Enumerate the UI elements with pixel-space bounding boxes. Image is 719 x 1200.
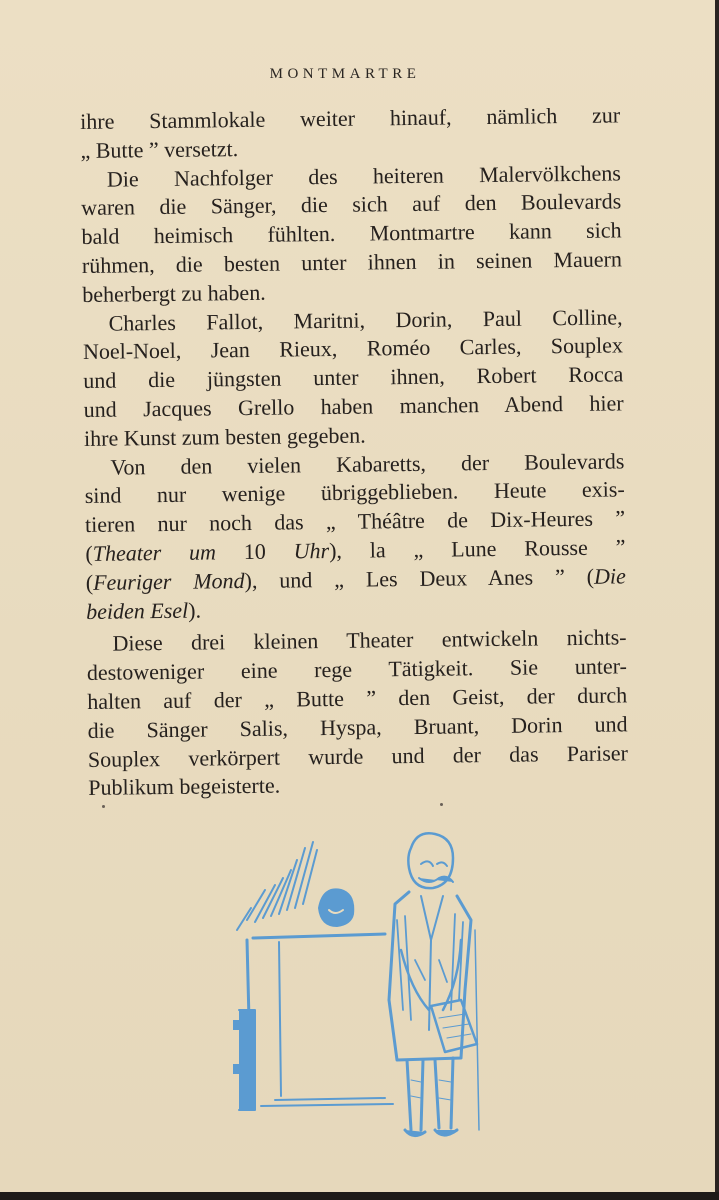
text-line: und Jacques Grello haben manchen Abend hier xyxy=(83,390,624,422)
illustration-singer-at-door xyxy=(225,830,495,1170)
text-line: ihre Kunst zum besten gegeben. xyxy=(83,422,366,451)
text-line: bald heimisch fühlten. Montmartre kann sich xyxy=(81,217,622,250)
text: 10 xyxy=(215,538,294,565)
page-edge-bottom xyxy=(0,1192,719,1200)
text-line: Publikum begeisterte. xyxy=(88,772,281,801)
ink-speck xyxy=(440,803,443,806)
text-line: rühmen, die besten unter ihnen in seinen Mauern xyxy=(81,246,623,278)
running-head: MONTMARTRE xyxy=(269,66,421,82)
text: ), und „ Les Deux Anes ” ( xyxy=(244,563,595,593)
text-line-beiden-esel xyxy=(86,591,626,626)
text-line: Charles Fallot, Maritni, Dorin, Paul Colline, xyxy=(108,303,623,336)
text-line: Souplex verkörpert wurde und der das Pariser xyxy=(87,739,629,772)
text-line: Die Nachfolger des heiteren Malervölkchens xyxy=(106,159,621,192)
text-line: und die jüngsten unter ihnen, Robert Rocca xyxy=(83,361,624,394)
italic-text: beiden Esel xyxy=(85,597,189,624)
text-line: waren die Sänger, die sich auf den Boulevards xyxy=(81,188,622,221)
text: ). xyxy=(188,597,202,623)
text-line: ihre Stammlokale weiter hinauf, nämlich zur xyxy=(80,102,621,134)
italic-text: Die xyxy=(593,563,626,589)
italic-text: Feuriger Mond xyxy=(92,567,245,595)
text: ( xyxy=(85,540,93,566)
text-line: die Sänger Salis, Hyspa, Bruant, Dorin und xyxy=(87,711,628,743)
text: ), la „ Lune Rousse ” xyxy=(328,534,626,563)
text-line: beherbergt zu haben. xyxy=(82,279,266,307)
text: ( xyxy=(85,569,94,595)
text-line: Diese drei kleinen Theater entwickeln nichts- xyxy=(112,624,627,656)
ink-speck xyxy=(102,805,105,808)
text-line: destoweniger eine rege Tätigkeit. Sie unter- xyxy=(86,653,628,686)
italic-text: Uhr xyxy=(293,537,330,564)
body-text xyxy=(80,101,628,803)
page-edge-right xyxy=(715,0,719,1200)
italic-text: Theater um xyxy=(92,539,217,566)
text-line: halten auf der „ Butte ” den Geist, der durch xyxy=(87,682,628,714)
text-line: sind nur wenige übriggeblieben. Heute exis- xyxy=(84,476,625,509)
text-line: Noel-Noel, Jean Rieux, Roméo Carles, Souplex xyxy=(82,332,624,365)
text-line: Von den vielen Kabaretts, der Boulevards xyxy=(110,447,625,480)
text-line: „ Butte ” versetzt. xyxy=(80,135,239,163)
text-line: tieren nur noch das „ Théâtre de Dix-Heures ” xyxy=(84,505,626,538)
